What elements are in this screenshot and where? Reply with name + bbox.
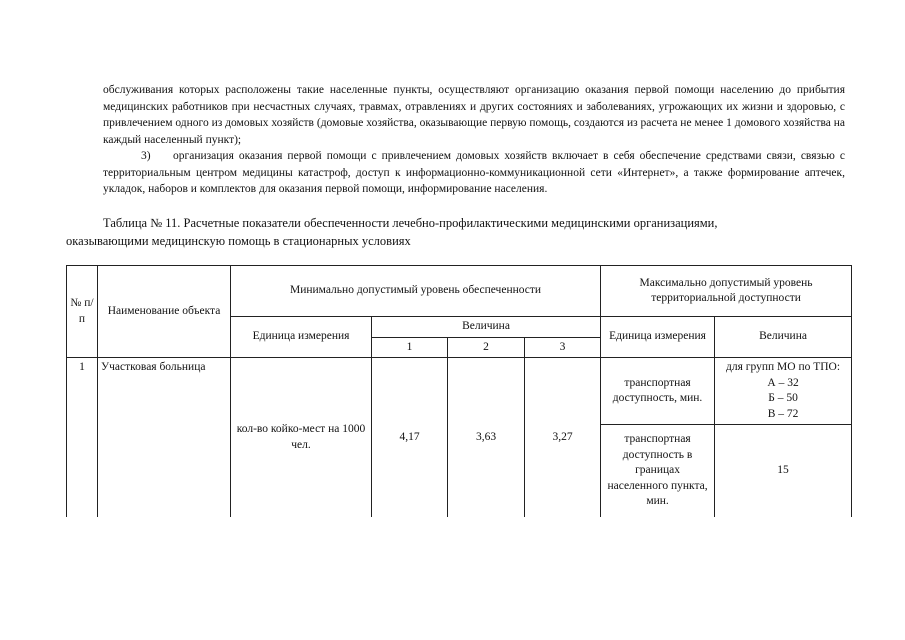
indicators-table (66, 265, 852, 517)
row-unit: кол-во койко-мест на 1000 чел. (231, 358, 372, 518)
header-num: № п/п (67, 266, 98, 358)
header-max-value: Величина (715, 317, 852, 358)
max-value-group-b: Б – 50 (768, 392, 798, 404)
header-max-level: Максимально допустимый уровень территориальной доступности (601, 266, 852, 317)
paragraph-item-3 (103, 148, 845, 198)
list-item-number: 3) (141, 150, 151, 162)
row-max-value-a (715, 358, 852, 425)
row-max-unit-a: транспортная доступность, мин. (601, 358, 715, 425)
header-min-level: Минимально допустимый уровень обеспеченности (231, 266, 601, 317)
table-caption-line-1: Таблица № 11. Расчетные показатели обеспеченности лечебно-профилактическими медицинскими организациями, (103, 216, 718, 230)
row-object-name: Участковая больница (98, 358, 231, 518)
row-max-unit-b: транспортная доступность в границах населенного пункта, мин. (601, 425, 715, 518)
table-header-row-1 (67, 266, 852, 317)
row-num: 1 (67, 358, 98, 518)
header-col-2: 2 (448, 337, 525, 358)
header-object-name: Наименование объекта (98, 266, 231, 358)
header-col-3: 3 (525, 337, 601, 358)
list-item-text: организация оказания первой помощи с привлечением домовых хозяйств включает в себя обеспечение средствами связи, связью с территориальным центром медицины катастроф, доступ к информационно-коммуникационной сети «Интернет», а также формирование аптечек, укладок, наборов и комплектов для оказания первой помощи, информирование населения. (103, 150, 845, 196)
header-unit: Единица измерения (231, 317, 372, 358)
row-value-3: 3,27 (525, 358, 601, 518)
table-row (67, 358, 852, 425)
row-value-2: 3,63 (448, 358, 525, 518)
paragraph-first-aid-organization: обслуживания которых расположены такие населенные пункты, осуществляют организацию оказания первой помощи населению до прибытия медицинских работников при несчастных случаях, травмах, отравлениях и других состояниях и заболеваниях, угрожающих их жизни и здоровью, с привлечением одного из домовых хозяйств (домовые хозяйства, оказывающие первую помощь, создаются из расчета не менее 1 домового хозяйства на каждый населенный пункт); (103, 84, 845, 146)
header-col-1: 1 (372, 337, 448, 358)
header-max-unit: Единица измерения (601, 317, 715, 358)
header-value: Величина (372, 317, 601, 338)
table-caption-line-2: оказывающими медицинскую помощь в стационарных условиях (66, 234, 411, 248)
table-caption (66, 214, 845, 250)
row-max-value-b: 15 (715, 425, 852, 518)
max-value-group-c: В – 72 (767, 407, 799, 420)
row-value-1: 4,17 (372, 358, 448, 518)
max-value-groups-head: для групп МО по ТПО: (726, 361, 841, 373)
max-value-group-a: А – 32 (767, 376, 799, 389)
